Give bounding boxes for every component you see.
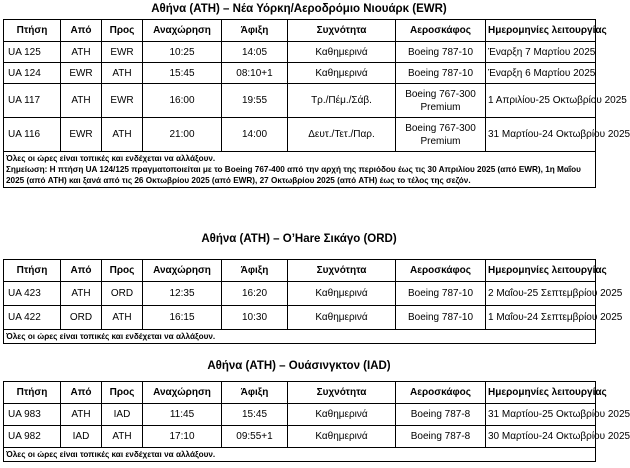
route-title-iad: Αθήνα (ATH) – Ουάσινγκτον (IAD) (207, 360, 391, 372)
origin: EWR (61, 118, 102, 152)
arrival-time: 19:55 (222, 84, 288, 118)
col-header-frequency: Συχνότητα (288, 260, 396, 282)
frequency: Καθημερινά (288, 63, 396, 84)
header-row (4, 20, 596, 42)
header-row (4, 260, 596, 282)
schedule-table-iad (3, 381, 630, 462)
arrival-time: 15:45 (222, 404, 288, 426)
origin: ATH (61, 84, 102, 118)
table-row (4, 306, 596, 330)
col-header-flight: Πτήση (4, 382, 61, 404)
flight-number: UA 125 (4, 42, 61, 63)
destination: ATH (102, 63, 143, 84)
col-header-aircraft: Αεροσκάφος (396, 260, 486, 282)
frequency: Δευτ./Τετ./Παρ. (288, 118, 396, 152)
frequency: Καθημερινά (288, 426, 396, 448)
col-header-to: Προς (102, 260, 143, 282)
destination: ORD (102, 282, 143, 306)
flight-number: UA 117 (4, 84, 61, 118)
col-header-dates: Ημερομηνίες λειτουργίας (486, 260, 596, 282)
header-row (4, 382, 596, 404)
origin: IAD (61, 426, 102, 448)
destination: ATH (102, 118, 143, 152)
operating-dates: 2 Μαΐου-25 Σεπτεμβρίου 2025 (486, 282, 596, 306)
aircraft: Boeing 787-10 (396, 282, 486, 306)
table-row (4, 282, 596, 306)
origin: ATH (61, 404, 102, 426)
table-row (4, 404, 596, 426)
destination: ATH (102, 426, 143, 448)
destination: EWR (102, 84, 143, 118)
departure-time: 21:00 (143, 118, 222, 152)
aircraft-cabin: Premium (420, 135, 461, 147)
table-row (4, 118, 596, 152)
table-row (4, 63, 596, 84)
aircraft: Boeing 787-10 (396, 306, 486, 330)
operating-dates: Έναρξη 7 Μαρτίου 2025 (486, 42, 596, 63)
aircraft-model: Boeing 767-300 (405, 122, 476, 134)
arrival-time: 09:55+1 (222, 426, 288, 448)
local-times-note: Όλες οι ώρες είναι τοπικές και ενδέχεται να αλλάξουν. (4, 330, 596, 344)
destination: ATH (102, 306, 143, 330)
col-header-flight: Πτήση (4, 260, 61, 282)
operating-dates: 31 Μαρτίου-24 Οκτωβρίου 2025 (486, 118, 596, 152)
operating-dates: 1 Μαΐου-24 Σεπτεμβρίου 2025 (486, 306, 596, 330)
frequency: Καθημερινά (288, 42, 396, 63)
col-header-from: Από (61, 20, 102, 42)
note-row (4, 448, 596, 462)
departure-time: 15:45 (143, 63, 222, 84)
col-header-arrival: Άφιξη (222, 20, 288, 42)
col-header-dates: Ημερομηνίες λειτουργίας (486, 20, 596, 42)
aircraft: Boeing 787-10 (396, 42, 486, 63)
flight-number: UA 124 (4, 63, 61, 84)
arrival-time: 14:00 (222, 118, 288, 152)
note-row (4, 330, 596, 344)
col-header-arrival: Άφιξη (222, 260, 288, 282)
col-header-from: Από (61, 260, 102, 282)
operating-dates: 1 Απριλίου-25 Οκτωβρίου 2025 (486, 84, 596, 118)
operating-dates: Έναρξη 6 Μαρτίου 2025 (486, 63, 596, 84)
aircraft (396, 84, 486, 118)
departure-time: 16:00 (143, 84, 222, 118)
col-header-frequency: Συχνότητα (288, 20, 396, 42)
note-row (4, 152, 596, 188)
departure-time: 12:35 (143, 282, 222, 306)
flight-number: UA 116 (4, 118, 61, 152)
aircraft (396, 118, 486, 152)
arrival-time: 14:05 (222, 42, 288, 63)
col-header-departure: Αναχώρηση (143, 260, 222, 282)
schedule-table-ord (3, 259, 623, 344)
arrival-time: 08:10+1 (222, 63, 288, 84)
aircraft-cabin: Premium (420, 101, 461, 113)
aircraft: Boeing 787-8 (396, 426, 486, 448)
local-times-note: Όλες οι ώρες είναι τοπικές και ενδέχεται να αλλάξουν. (4, 448, 596, 462)
col-header-aircraft: Αεροσκάφος (396, 382, 486, 404)
operating-dates: 30 Μαρτίου-24 Οκτωβρίου 2025 (486, 426, 596, 448)
col-header-to: Προς (102, 20, 143, 42)
col-header-arrival: Άφιξη (222, 382, 288, 404)
notes (4, 152, 596, 188)
col-header-departure: Αναχώρηση (143, 20, 222, 42)
departure-time: 11:45 (143, 404, 222, 426)
table-row (4, 84, 596, 118)
col-header-from: Από (61, 382, 102, 404)
frequency: Καθημερινά (288, 404, 396, 426)
route-title-ord: Αθήνα (ATH) – O’Hare Σικάγο (ORD) (201, 233, 397, 245)
frequency: Καθημερινά (288, 282, 396, 306)
departure-time: 17:10 (143, 426, 222, 448)
table-row (4, 42, 596, 63)
col-header-dates: Ημερομηνίες λειτουργίας (486, 382, 596, 404)
col-header-frequency: Συχνότητα (288, 382, 396, 404)
flight-number: UA 982 (4, 426, 61, 448)
aircraft: Boeing 787-8 (396, 404, 486, 426)
table-row (4, 426, 596, 448)
route-title-ewr: Αθήνα (ATH) – Νέα Υόρκη/Αεροδρόμιο Νιουάρκ (EWR) (151, 3, 447, 15)
departure-time: 16:15 (143, 306, 222, 330)
arrival-time: 10:30 (222, 306, 288, 330)
origin: ATH (61, 282, 102, 306)
aircraft-change-note: Σημείωση: Η πτήση UA 124/125 πραγματοποιείται με το Boeing 767-400 από την αρχή της περιόδου έως τις 30 Απριλίου 2025 (από EWR), 1η Μαΐου 2025 (από ATH) και ξανά από τις 26 Οκτωβρίου 2025 (από EWR), 27 Οκτωβρίου 2025 (από ATH) έως το τέλος της σεζόν. (6, 165, 581, 185)
destination: IAD (102, 404, 143, 426)
col-header-aircraft: Αεροσκάφος (396, 20, 486, 42)
operating-dates: 31 Μαρτίου-25 Οκτωβρίου 2025 (486, 404, 596, 426)
origin: EWR (61, 63, 102, 84)
col-header-flight: Πτήση (4, 20, 61, 42)
local-times-note: Όλες οι ώρες είναι τοπικές και ενδέχεται να αλλάξουν. (6, 154, 216, 163)
origin: ATH (61, 42, 102, 63)
col-header-to: Προς (102, 382, 143, 404)
frequency: Καθημερινά (288, 306, 396, 330)
departure-time: 10:25 (143, 42, 222, 63)
flight-number: UA 422 (4, 306, 61, 330)
aircraft: Boeing 787-10 (396, 63, 486, 84)
flight-number: UA 423 (4, 282, 61, 306)
col-header-departure: Αναχώρηση (143, 382, 222, 404)
arrival-time: 16:20 (222, 282, 288, 306)
flight-number: UA 983 (4, 404, 61, 426)
origin: ORD (61, 306, 102, 330)
aircraft-model: Boeing 767-300 (405, 88, 476, 100)
schedule-table-ewr (3, 19, 630, 188)
frequency: Τρ./Πέμ./Σάβ. (288, 84, 396, 118)
destination: EWR (102, 42, 143, 63)
